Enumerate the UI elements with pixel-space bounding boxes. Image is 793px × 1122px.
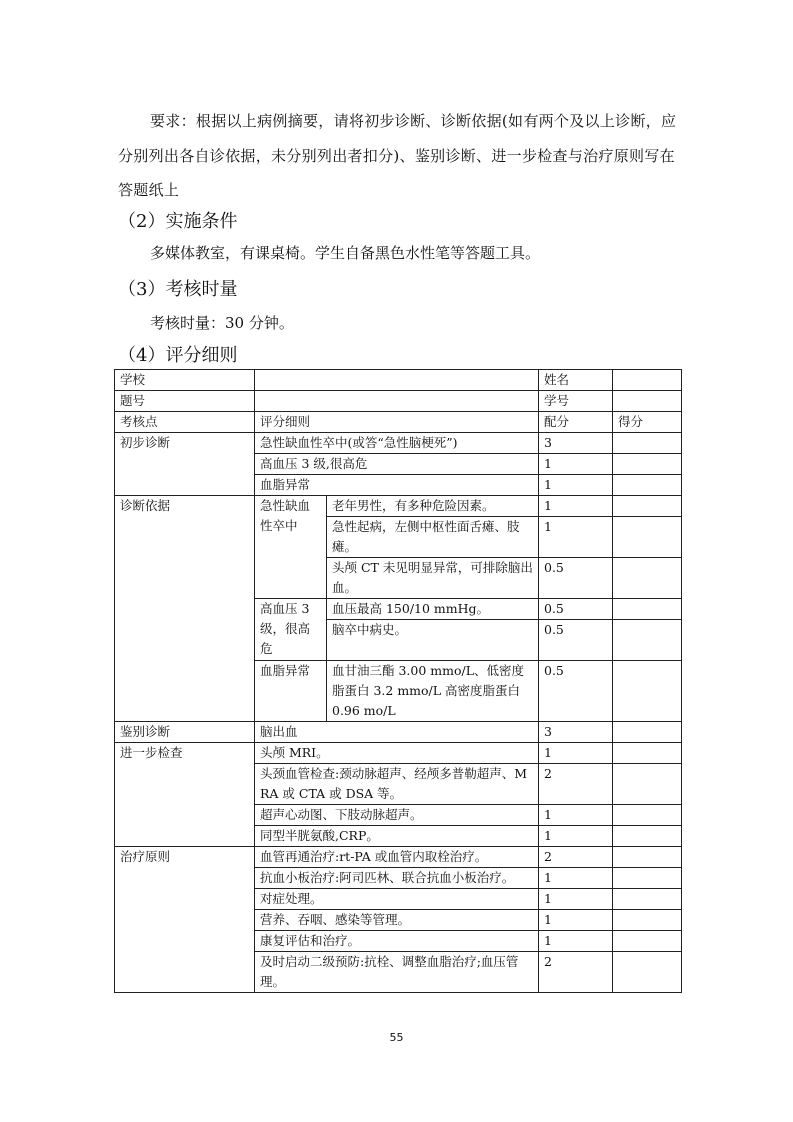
basis-group-hypertension: 高血压 3 级，很高危 — [255, 599, 327, 661]
score-cell[interactable] — [613, 661, 682, 722]
criteria-cell: 营养、吞咽、感染等管理。 — [255, 910, 539, 931]
criteria-cell: 脑卒中病史。 — [327, 620, 539, 661]
score-cell[interactable] — [613, 952, 682, 993]
criteria-cell: 对症处理。 — [255, 889, 539, 910]
column-header-score: 得分 — [613, 412, 682, 433]
points-cell: 3 — [539, 433, 613, 454]
score-cell[interactable] — [613, 722, 682, 743]
column-header-criteria: 评分细则 — [255, 412, 539, 433]
criteria-cell: 血脂异常 — [255, 475, 539, 496]
table-row — [115, 391, 682, 412]
check-point-initial-diagnosis: 初步诊断 — [115, 433, 255, 496]
name-label: 姓名 — [539, 370, 613, 391]
basis-group-stroke: 急性缺血性卒中 — [255, 496, 327, 599]
criteria-cell: 头颅 CT 未见明显异常，可排除脑出血。 — [327, 558, 539, 599]
check-point-treatment: 治疗原则 — [115, 847, 255, 993]
points-cell: 1 — [539, 931, 613, 952]
points-cell: 1 — [539, 826, 613, 847]
score-cell[interactable] — [613, 517, 682, 558]
score-cell[interactable] — [613, 496, 682, 517]
criteria-cell: 抗血小板治疗:阿司匹林、联合抗血小板治疗。 — [255, 868, 539, 889]
criteria-cell: 血管再通治疗:rt-PA 或血管内取栓治疗。 — [255, 847, 539, 868]
points-cell: 2 — [539, 952, 613, 993]
score-cell[interactable] — [613, 826, 682, 847]
score-cell[interactable] — [613, 558, 682, 599]
scoring-table — [114, 369, 682, 993]
page-number: 55 — [389, 1031, 404, 1044]
section-heading-scoring: （4）评分细则 — [118, 345, 238, 366]
table-row — [115, 743, 682, 764]
student-id-label: 学号 — [539, 391, 613, 412]
check-point-differential: 鉴别诊断 — [115, 722, 255, 743]
criteria-cell: 急性起病，左侧中枢性面舌瘫、肢瘫。 — [327, 517, 539, 558]
criteria-cell: 康复评估和治疗。 — [255, 931, 539, 952]
score-cell[interactable] — [613, 620, 682, 661]
table-row — [115, 496, 682, 517]
points-cell: 2 — [539, 847, 613, 868]
section-heading-conditions: （2）实施条件 — [118, 211, 238, 232]
points-cell: 1 — [539, 496, 613, 517]
points-cell: 1 — [539, 910, 613, 931]
points-cell: 2 — [539, 764, 613, 805]
topic-label: 题号 — [115, 391, 255, 412]
score-cell[interactable] — [613, 599, 682, 620]
table-row — [115, 412, 682, 433]
score-cell[interactable] — [613, 931, 682, 952]
criteria-cell: 超声心动图、下肢动脉超声。 — [255, 805, 539, 826]
points-cell: 1 — [539, 805, 613, 826]
score-cell[interactable] — [613, 805, 682, 826]
table-row — [115, 433, 682, 454]
topic-field[interactable] — [255, 391, 539, 412]
student-id-field[interactable] — [613, 391, 682, 412]
points-cell: 0.5 — [539, 599, 613, 620]
table-row — [115, 722, 682, 743]
points-cell: 0.5 — [539, 558, 613, 599]
basis-group-dyslipidemia: 血脂异常 — [255, 661, 327, 722]
requirement-paragraph: 要求：根据以上病例摘要，请将初步诊断、诊断依据(如有两个及以上诊断，应分别列出各自诊依据，未分别列出者扣分)、鉴别诊断、进一步检查与治疗原则写在答题纸上 — [118, 112, 677, 199]
points-cell: 1 — [539, 475, 613, 496]
criteria-cell: 头颅 MRI。 — [255, 743, 539, 764]
column-header-points: 配分 — [539, 412, 613, 433]
score-cell[interactable] — [613, 910, 682, 931]
score-cell[interactable] — [613, 475, 682, 496]
points-cell: 3 — [539, 722, 613, 743]
score-cell[interactable] — [613, 764, 682, 805]
check-point-further-exam: 进一步检查 — [115, 743, 255, 847]
score-cell[interactable] — [613, 743, 682, 764]
score-cell[interactable] — [613, 454, 682, 475]
table-row — [115, 370, 682, 391]
score-cell[interactable] — [613, 868, 682, 889]
points-cell: 0.5 — [539, 620, 613, 661]
conditions-text: 多媒体教室，有课桌椅。学生自备黑色水性笔等答题工具。 — [150, 244, 541, 262]
check-point-diagnostic-basis: 诊断依据 — [115, 496, 255, 722]
column-header-check-point: 考核点 — [115, 412, 255, 433]
score-cell[interactable] — [613, 433, 682, 454]
criteria-cell: 血甘油三酯 3.00 mmo/L、低密度脂蛋白 3.2 mmo/L 高密度脂蛋白 0.96 mo/L — [327, 661, 539, 722]
points-cell: 1 — [539, 868, 613, 889]
score-cell[interactable] — [613, 847, 682, 868]
criteria-cell: 脑出血 — [255, 722, 539, 743]
score-cell[interactable] — [613, 889, 682, 910]
points-cell: 1 — [539, 889, 613, 910]
criteria-cell: 同型半胱氨酸,CRP。 — [255, 826, 539, 847]
school-label: 学校 — [115, 370, 255, 391]
name-field[interactable] — [613, 370, 682, 391]
criteria-cell: 高血压 3 级,很高危 — [255, 454, 539, 475]
duration-text: 考核时量：30 分钟。 — [150, 314, 294, 332]
points-cell: 0.5 — [539, 661, 613, 722]
points-cell: 1 — [539, 454, 613, 475]
school-field[interactable] — [255, 370, 539, 391]
section-heading-duration: （3）考核时量 — [118, 279, 238, 300]
table-row — [115, 847, 682, 868]
criteria-cell: 急性缺血性卒中(或答“急性脑梗死”) — [255, 433, 539, 454]
criteria-cell: 头颈血管检查:颈动脉超声、经颅多普勒超声、MRA 或 CTA 或 DSA 等。 — [255, 764, 539, 805]
points-cell: 1 — [539, 743, 613, 764]
criteria-cell: 血压最高 150/10 mmHg。 — [327, 599, 539, 620]
criteria-cell: 及时启动二级预防:抗栓、调整血脂治疗;血压管理。 — [255, 952, 539, 993]
points-cell: 1 — [539, 517, 613, 558]
criteria-cell: 老年男性，有多种危险因素。 — [327, 496, 539, 517]
